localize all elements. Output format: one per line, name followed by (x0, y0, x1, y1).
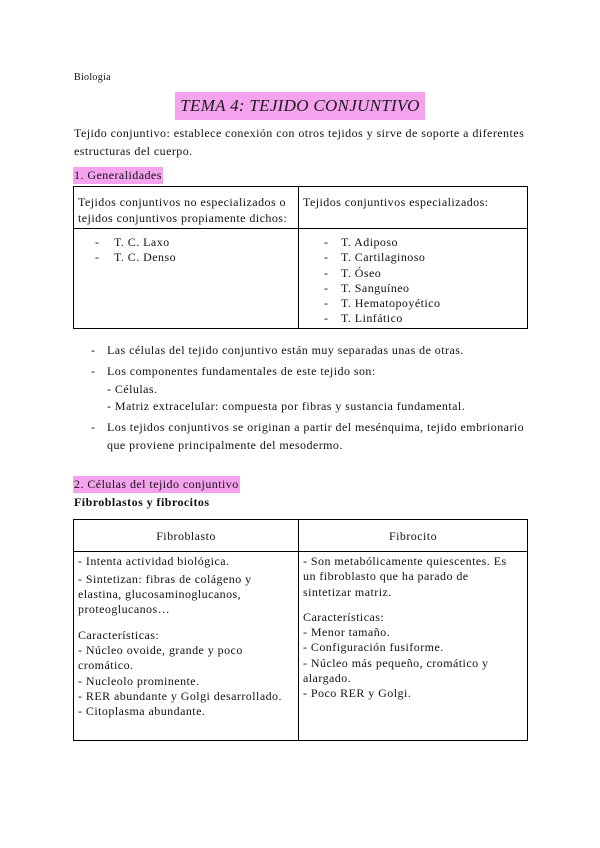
non-specialized-cell (74, 229, 299, 329)
fibrocito-cell (299, 552, 528, 741)
feature-item: - Núcleo más pequeño, cromático y alargado. (303, 655, 489, 686)
description-line: - Son metabólicamente quiescentes. Es un fibroblasto que ha parado de sintetizar matriz. (303, 554, 507, 599)
list-item-text: T. Adiposo (341, 235, 398, 249)
fibroblasto-cell (74, 552, 299, 741)
specialized-list (299, 235, 527, 327)
table-header-row (74, 520, 528, 552)
feature-item: - Núcleo ovoide, grande y poco cromático. (78, 642, 243, 673)
dash-bullet: - (324, 250, 329, 265)
section-heading-cells: 2. Células del tejido conjuntivo (74, 477, 239, 491)
tissue-types-table (73, 186, 528, 329)
dash-bullet: - (324, 265, 329, 280)
note-item (91, 342, 535, 360)
header-fibrocito: Fibrocito (299, 520, 528, 552)
note-subitem: - Células. (107, 381, 158, 396)
dash-bullet: - (95, 235, 100, 249)
dash-bullet: - (91, 343, 96, 357)
list-item-text: T. Hematopoyético (341, 296, 441, 311)
fibroblasto-description (78, 554, 290, 618)
intro-paragraph: Tejido conjuntivo: establece conexión con otros tejidos y sirve de soporte a diferentes estructuras del cuerpo. (74, 126, 525, 158)
list-item (324, 235, 527, 250)
dash-bullet: - (324, 296, 329, 311)
page-title: TEMA 4: TEJIDO CONJUNTIVO (175, 92, 425, 120)
fibrocito-description (303, 554, 515, 600)
note-body (107, 419, 535, 454)
list-item (324, 296, 527, 311)
list-item (324, 311, 527, 326)
list-item-text: T. Cartilaginoso (341, 250, 426, 265)
feature-item: - Nucleolo prominente. (78, 673, 200, 688)
subject-label: Biología (74, 72, 111, 83)
section-heading-generalidades: 1. Generalidades (74, 168, 162, 182)
header-fibroblasto: Fibroblasto (74, 520, 299, 552)
dash-bullet: - (91, 420, 96, 434)
table-row (74, 552, 528, 741)
dash-bullet: - (324, 235, 329, 249)
header-specialized: Tejidos conjuntivos especializados: (299, 187, 528, 229)
note-subitem: - Matriz extracelular: compuesta por fibras y sustancia fundamental. (107, 399, 466, 413)
list-item (95, 250, 298, 265)
list-item (95, 235, 298, 250)
table-row (74, 229, 528, 329)
note-text: Las células del tejido conjuntivo están muy separadas unas de otras. (107, 343, 464, 357)
header-non-specialized: Tejidos conjuntivos no especializados o tejidos conjuntivos propiamente dichos: (74, 187, 299, 229)
list-item-text: T. Sanguíneo (341, 280, 410, 295)
list-item-text: T. Linfático (341, 311, 403, 326)
note-item (91, 363, 535, 416)
dash-bullet: - (324, 311, 329, 326)
note-body (107, 342, 535, 360)
note-text: Los componentes fundamentales de este tejido son: (107, 364, 376, 378)
section-subheading: Fibroblastos y fibrocitos (74, 495, 210, 509)
table-header-row (74, 187, 528, 229)
fibrocito-features (303, 610, 515, 702)
description-line: - Intenta actividad biológica. (78, 554, 230, 568)
features-label: Características: (78, 627, 160, 642)
features-label: Características: (303, 609, 385, 624)
non-specialized-list (74, 235, 298, 266)
list-item (324, 281, 527, 296)
list-item-text: T. Óseo (341, 265, 382, 280)
note-text: Los tejidos conjuntivos se originan a partir del mesénquima, tejido embrionario que proviene principalmente del mesodermo. (107, 420, 525, 452)
feature-item: - RER abundante y Golgi desarrollado. (78, 688, 282, 703)
notes-list (73, 342, 535, 458)
fibroblasto-features (78, 628, 290, 720)
list-item-text: T. C. Denso (114, 250, 177, 265)
list-item-text: T. C. Laxo (114, 235, 170, 249)
note-item (91, 419, 535, 454)
feature-item: - Configuración fusiforme. (303, 640, 444, 655)
list-item (324, 250, 527, 265)
specialized-cell (299, 229, 528, 329)
fibroblast-comparison-table (73, 519, 528, 741)
feature-item: - Poco RER y Golgi. (303, 686, 412, 701)
description-line: - Sintetizan: fibras de colágeno y elastina, glucosaminoglucanos, proteoglucanos… (78, 571, 252, 617)
feature-item: - Citoplasma abundante. (78, 704, 206, 719)
list-item (324, 266, 527, 281)
dash-bullet: - (91, 364, 96, 378)
note-body (107, 363, 535, 416)
dash-bullet: - (95, 250, 100, 265)
dash-bullet: - (324, 280, 329, 295)
feature-item: - Menor tamaño. (303, 625, 391, 640)
